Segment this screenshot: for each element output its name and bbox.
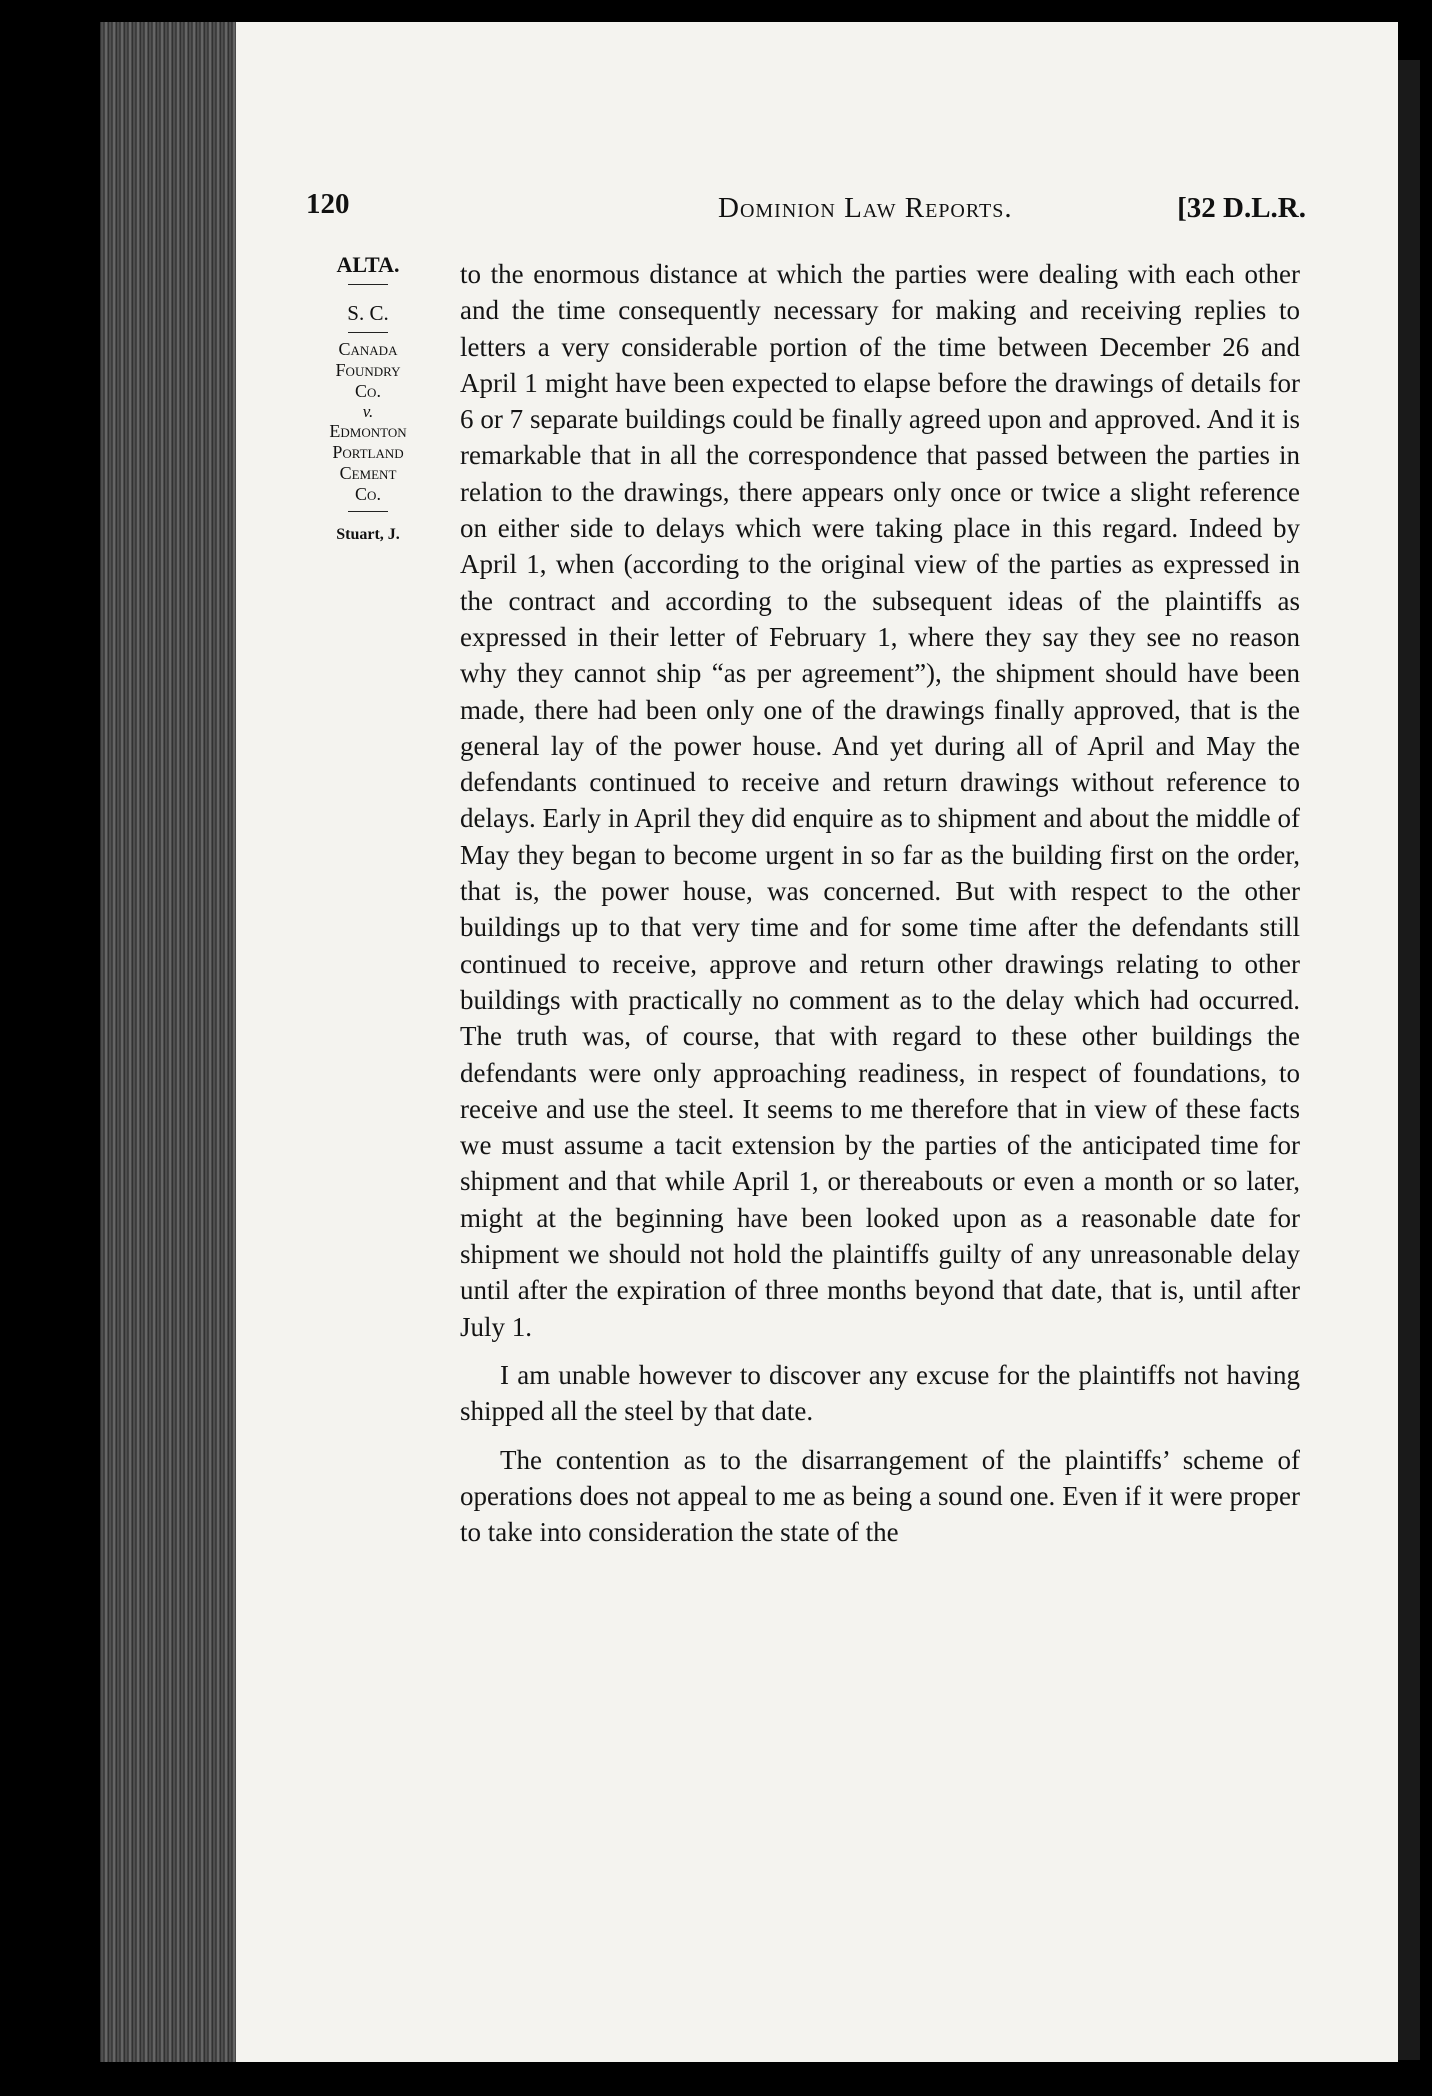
plaintiff-name: Co. (355, 381, 381, 401)
book-binding-shadow (1398, 60, 1420, 2060)
versus-label: v. (362, 402, 374, 421)
paragraph: I am unable however to discover any excuse for the plaintiffs not having shipped all the steel by that date. (460, 1359, 1300, 1427)
defendant-name: Co. (355, 484, 381, 504)
defendant-name: Cement (339, 463, 397, 483)
marginal-case-note (306, 252, 430, 544)
plaintiff-name: Canada (338, 339, 398, 359)
judgment-text (460, 256, 1300, 1550)
province-label: ALTA. (336, 252, 400, 277)
defendant-name: Portland (332, 442, 404, 462)
defendant-name: Edmonton (329, 421, 407, 441)
volume-citation: [32 D.L.R. (1177, 192, 1306, 224)
judge-name: Stuart, J. (336, 526, 400, 543)
paragraph: The contention as to the disarrangement of the plaintiffs’ scheme of operations does not appeal to me as being a sound one. Even if it were proper to take into consideration the state of the (460, 1444, 1300, 1548)
page-number: 120 (306, 188, 350, 220)
plaintiff-name: Foundry (335, 360, 401, 380)
margin-rule (348, 332, 388, 333)
book-page-edge (100, 22, 250, 2062)
paragraph: to the enormous distance at which the parties were dealing with each other and the time consequently necessary for making and receiving replies to letters a very considerable portion of the time between December 26 and April 1 might have been expected to elapse before the drawings of details for 6 or 7 separate buildings could be finally agreed upon and approved. And it is remarkable that in all the correspondence that passed between the parties in relation to the drawings, there appears only once or twice a slight reference on either side to delays which were taking place in this regard. Indeed by April 1, when (according to the original view of the parties as expressed in the contract and according to the subsequent ideas of the plaintiffs as expressed in their letter of February 1, where they say they see no reason why they cannot ship “as per agreement”), the shipment should have been made, there had been only one of the drawings finally approved, that is the general lay of the power house. And yet during all of April and May the defendants continued to receive and return drawings without reference to delays. Early in April they did enquire as to shipment and about the middle of May they began to become urgent in so far as the building first on the order, that is, the power house, was concerned. But with respect to the other buildings up to that very time and for some time after the defendants still continued to receive, approve and return other drawings relating to other buildings with practically no comment as to the delay which had occurred. The truth was, of course, that with regard to these other buildings the defendants were only approaching readiness, in respect of foundations, to receive and use the steel. It seems to me therefore that in view of these facts we must assume a tacit extension by the parties of the anticipated time for shipment and that while April 1, or thereabouts or even a month or so later, might at the beginning have been looked upon as a reasonable date for shipment we should not hold the plaintiffs guilty of any unreasonable delay until after the expiration of three months beyond that date, that is, until after July 1. (460, 259, 1300, 1342)
running-title: Dominion Law Reports. (718, 192, 1013, 224)
margin-rule (348, 284, 388, 285)
page-header (306, 188, 1306, 238)
margin-rule (348, 511, 388, 512)
court-label: S. C. (347, 301, 389, 325)
